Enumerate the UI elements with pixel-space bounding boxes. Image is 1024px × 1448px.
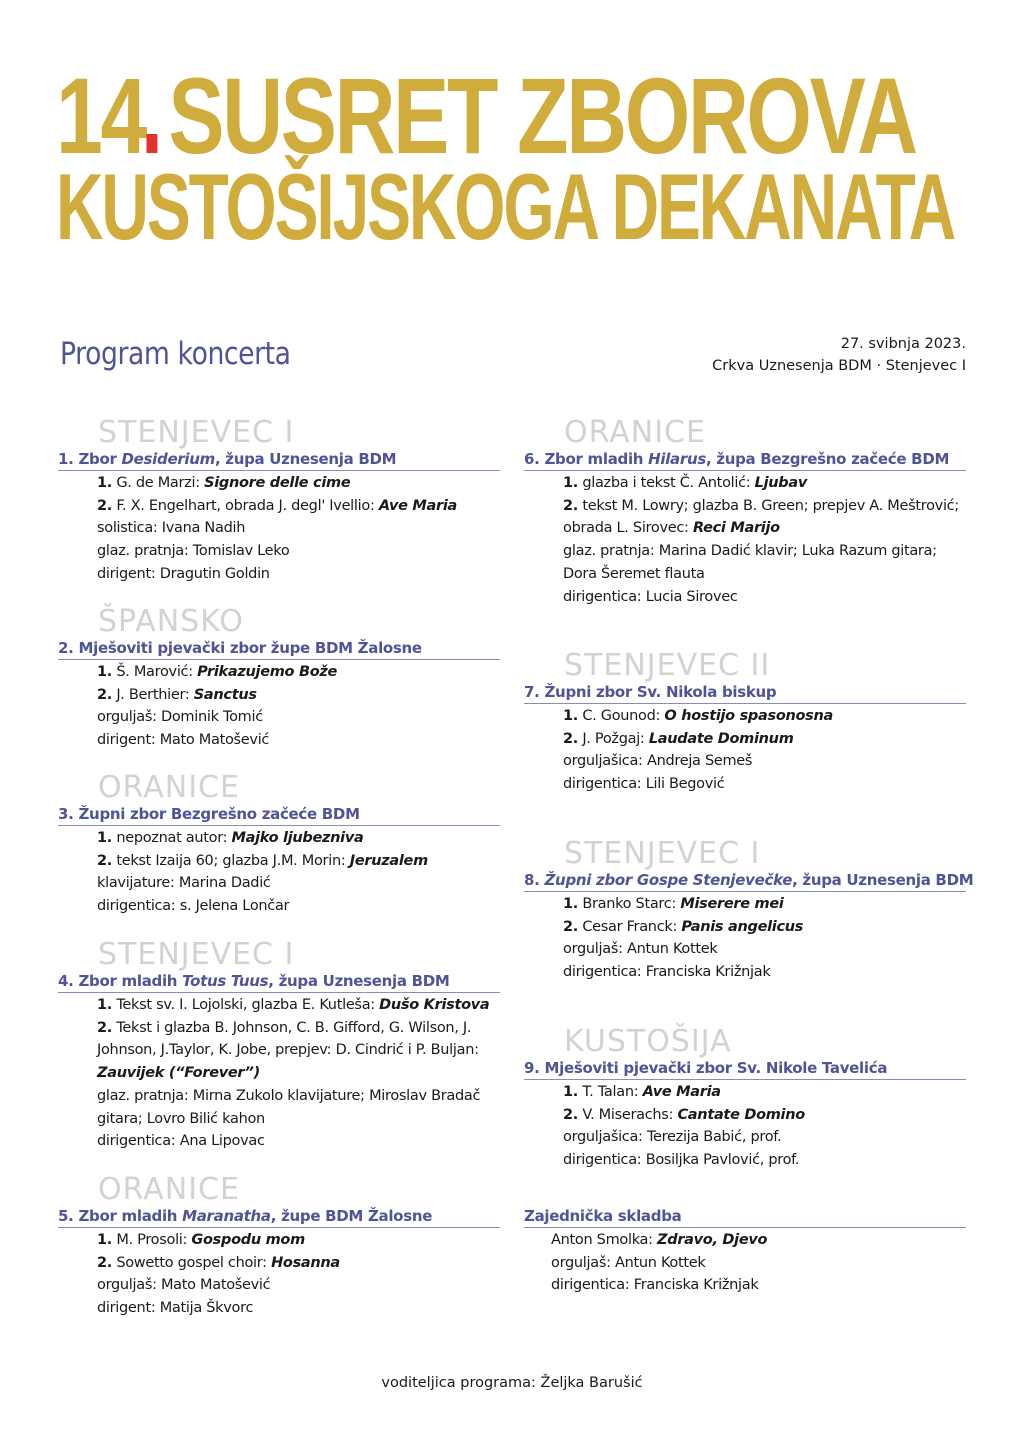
credit-line: orguljaš: Mato Matošević xyxy=(97,1277,271,1294)
piece-title: Majko ljubezniva xyxy=(231,830,364,846)
title-text-1: SUSRET ZBOROVA xyxy=(168,55,916,176)
program-piece xyxy=(97,661,500,684)
piece-title: Hosanna xyxy=(271,1254,340,1271)
choir-section xyxy=(524,1025,966,1172)
credit-line: klavijature: Marina Dadić xyxy=(97,875,271,892)
piece-author: tekst M. Lowry; glazba B. Green; prepjev A. Meštrović; obrada L. Sirovec: xyxy=(563,497,959,537)
parish-watermark: STENJEVEC II xyxy=(564,648,771,683)
event-info xyxy=(712,333,966,377)
choir-heading xyxy=(58,639,500,660)
choir-name-italic: Totus Tuus xyxy=(182,972,269,990)
choir-parish: , župa Uznesenja BDM xyxy=(214,450,397,468)
joint-heading: Zajednička skladba xyxy=(524,1207,966,1228)
choir-number: 3. xyxy=(58,805,74,823)
parish-watermark: ORANICE xyxy=(98,770,240,805)
credit-line: orguljaš: Antun Kottek xyxy=(563,941,718,958)
choir-heading xyxy=(58,805,500,826)
choir-parish: , župa Bezgrešno začeće BDM xyxy=(705,450,950,468)
parish-watermark: STENJEVEC I xyxy=(564,836,761,871)
piece-author: J. Požgaj: xyxy=(582,730,649,747)
piece-title: Miserere mei xyxy=(680,896,784,912)
piece-number: 2. xyxy=(563,918,578,935)
choir-heading xyxy=(58,972,500,993)
choir-number: 1. xyxy=(58,450,74,468)
choir-heading xyxy=(524,450,966,471)
piece-title: O hostijo spasonosna xyxy=(664,708,834,724)
choir-number: 5. xyxy=(58,1207,74,1225)
piece-author: Branko Starc: xyxy=(582,896,681,912)
piece-title: Prikazujemo Bože xyxy=(197,664,338,680)
parish-watermark: ŠPANSKO xyxy=(98,604,244,639)
piece-number: 2. xyxy=(97,497,112,514)
program-piece xyxy=(97,1252,500,1275)
choir-section xyxy=(58,771,500,918)
piece-number: 1. xyxy=(563,1084,578,1100)
parish-watermark: STENJEVEC I xyxy=(98,415,295,450)
piece-number: 1. xyxy=(97,475,112,491)
program-title: Program koncerta xyxy=(60,336,291,372)
choir-parish: , župa Uznesenja BDM xyxy=(268,972,450,990)
piece-number: 1. xyxy=(97,830,112,846)
poster-title-line-2: KUSTOŠIJSKOGA DEKANATA xyxy=(56,154,955,259)
credit-line: dirigentica: Lili Begović xyxy=(563,776,725,793)
choir-section xyxy=(524,836,974,984)
piece-number: 1. xyxy=(97,997,112,1013)
choir-number: 4. xyxy=(58,972,74,990)
parish-watermark: ORANICE xyxy=(564,415,706,450)
choir-section xyxy=(524,649,966,796)
credit-line: glaz. pratnja: Marina Dadić klavir; Luka Razum gitara; Dora Šeremet flauta xyxy=(563,543,937,582)
choir-section xyxy=(58,938,500,1153)
piece-title: Signore delle cime xyxy=(204,475,351,491)
choir-parish: , župa Uznesenja BDM xyxy=(792,871,974,889)
choir-name: Župni zbor Bezgrešno začeće BDM xyxy=(78,805,360,823)
piece-author: Sowetto gospel choir: xyxy=(116,1254,272,1271)
credit-line: solistica: Ivana Nadih xyxy=(97,520,246,537)
piece-title: Cantate Domino xyxy=(677,1106,805,1123)
piece-author: C. Gounod: xyxy=(582,708,665,724)
program-piece xyxy=(97,1017,500,1085)
program-piece xyxy=(97,472,500,495)
credit-line: glaz. pratnja: Tomislav Leko xyxy=(97,543,290,560)
choir-name-italic: Desiderium xyxy=(121,450,215,468)
piece-author: glazba i tekst Č. Antolić: xyxy=(582,475,755,491)
event-date: 27. svibnja 2023. xyxy=(840,336,966,352)
program-piece xyxy=(563,1104,966,1127)
choir-name: Mješoviti pjevački zbor župe BDM Žalosne xyxy=(78,639,422,657)
credit-line: dirigent: Matija Škvorc xyxy=(97,1300,254,1317)
program-piece xyxy=(563,1081,966,1104)
piece-author: Cesar Franck: xyxy=(582,918,682,935)
choir-name: Zbor mladih xyxy=(78,972,183,990)
choir-section xyxy=(58,1173,500,1320)
piece-title: Gospodu mom xyxy=(191,1232,305,1248)
credit-line: orguljaš: Dominik Tomić xyxy=(97,709,263,726)
piece-title: Sanctus xyxy=(193,686,257,703)
credit-line: orguljaš: Antun Kottek xyxy=(551,1254,706,1271)
credit-line: orguljašica: Andreja Semeš xyxy=(563,753,753,770)
choir-heading xyxy=(524,1059,966,1080)
piece-author: F. X. Engelhart, obrada J. degl' Ivellio: xyxy=(116,497,379,514)
piece-number: 2. xyxy=(97,852,112,869)
program-piece xyxy=(563,472,966,495)
piece-title: Panis angelicus xyxy=(681,918,804,935)
piece-title: Ave Maria xyxy=(642,1084,721,1100)
choir-name-italic: Hilarus xyxy=(648,450,706,468)
choir-section xyxy=(58,605,500,752)
piece-number: 1. xyxy=(97,1232,112,1248)
choir-heading xyxy=(58,1207,500,1228)
program-piece xyxy=(97,994,500,1017)
program-piece xyxy=(563,916,966,939)
program-host: voditeljica programa: Željka Barušić xyxy=(381,1375,643,1391)
piece-author: Š. Marović: xyxy=(116,664,198,680)
credit-line: glaz. pratnja: Mirna Zukolo klavijature; Miroslav Bradač gitara; Lovro Bilić kahon xyxy=(97,1087,481,1127)
program-piece xyxy=(97,1229,500,1252)
piece-author: nepoznat autor: xyxy=(116,830,232,846)
piece-number: 1. xyxy=(563,708,578,724)
piece-title: Ljubav xyxy=(754,475,808,491)
credit-line: dirigent: Mato Matošević xyxy=(97,732,270,749)
piece-author: G. de Marzi: xyxy=(116,475,205,491)
event-venue: Crkva Uznesenja BDM · Stenjevec I xyxy=(712,358,966,374)
piece-number: 1. xyxy=(97,664,112,680)
piece-author: J. Berthier: xyxy=(116,686,194,703)
choir-name: Župni zbor Sv. Nikola biskup xyxy=(544,683,777,701)
joint-piece xyxy=(551,1229,966,1252)
piece-author: tekst Izaija 60; glazba J.M. Morin: xyxy=(116,852,350,869)
choir-section xyxy=(58,416,500,586)
piece-number: 1. xyxy=(563,475,578,491)
piece-number: 2. xyxy=(97,1019,112,1036)
choir-number: 7. xyxy=(524,683,540,701)
piece-title: Laudate Dominum xyxy=(648,730,794,747)
piece-title: Zdravo, Djevo xyxy=(657,1232,768,1248)
piece-title: Zauvijek (“Forever”) xyxy=(97,1065,260,1082)
piece-author: Anton Smolka: xyxy=(551,1232,658,1248)
piece-author: Tekst sv. I. Lojolski, glazba E. Kutleša: xyxy=(116,997,380,1013)
piece-author: V. Miserachs: xyxy=(582,1106,678,1123)
parish-watermark: ORANICE xyxy=(98,1172,240,1207)
credit-line: dirigentica: Franciska Križnjak xyxy=(551,1277,759,1294)
credit-line: dirigent: Dragutin Goldin xyxy=(97,565,270,582)
program-piece xyxy=(563,705,966,728)
credit-line: dirigentica: Ana Lipovac xyxy=(97,1133,265,1150)
choir-name: Zbor xyxy=(78,450,122,468)
program-piece xyxy=(97,850,500,873)
program-piece xyxy=(97,684,500,707)
credit-line: dirigentica: Lucia Sirovec xyxy=(563,588,738,605)
choir-parish: , župe BDM Žalosne xyxy=(270,1207,433,1225)
choir-number: 6. xyxy=(524,450,540,468)
parish-watermark: KUSTOŠIJA xyxy=(564,1024,732,1059)
choir-name-italic: Župni zbor Gospe Stenjevečke xyxy=(544,871,793,889)
choir-number: 2. xyxy=(58,639,74,657)
piece-number: 1. xyxy=(563,896,578,912)
choir-section xyxy=(524,416,966,608)
red-dot-accent xyxy=(147,134,158,153)
piece-title: Jeruzalem xyxy=(349,852,428,869)
credit-line: dirigentica: s. Jelena Lončar xyxy=(97,898,290,915)
program-piece xyxy=(97,495,500,518)
choir-heading xyxy=(58,450,500,471)
piece-author: T. Talan: xyxy=(582,1084,643,1100)
choir-heading xyxy=(524,871,974,892)
piece-number: 2. xyxy=(563,1106,578,1123)
joint-piece-section xyxy=(524,1207,966,1297)
choir-number: 9. xyxy=(524,1059,540,1077)
parish-watermark: STENJEVEC I xyxy=(98,937,295,972)
piece-title: Ave Maria xyxy=(378,497,458,514)
edition-number: 14 xyxy=(56,55,146,176)
credit-line: orguljašica: Terezija Babić, prof. xyxy=(563,1129,782,1146)
choir-name-italic: Maranatha xyxy=(182,1207,271,1225)
credit-line: dirigentica: Franciska Križnjak xyxy=(563,964,771,981)
choir-heading xyxy=(524,683,966,704)
piece-number: 2. xyxy=(563,497,578,514)
program-piece xyxy=(563,893,966,916)
choir-name: Zbor mladih xyxy=(544,450,649,468)
piece-title: Reci Marijo xyxy=(692,520,780,537)
program-piece xyxy=(563,495,966,540)
piece-author: M. Prosoli: xyxy=(116,1232,192,1248)
piece-number: 2. xyxy=(97,686,112,703)
piece-number: 2. xyxy=(97,1254,112,1271)
choir-name: Zbor mladih xyxy=(78,1207,183,1225)
piece-number: 2. xyxy=(563,730,578,747)
credit-line: dirigentica: Bosiljka Pavlović, prof. xyxy=(563,1152,800,1169)
program-piece xyxy=(563,728,966,751)
choir-name: Mješoviti pjevački zbor Sv. Nikole Tavelića xyxy=(544,1059,888,1077)
piece-title: Dušo Kristova xyxy=(379,997,490,1013)
choir-number: 8. xyxy=(524,871,540,889)
piece-author: Tekst i glazba B. Johnson, C. B. Gifford, G. Wilson, J. Johnson, J.Taylor, K. Jobe, prepjev: D. Cindrić i P. Buljan: xyxy=(97,1019,479,1059)
program-piece xyxy=(97,827,500,850)
